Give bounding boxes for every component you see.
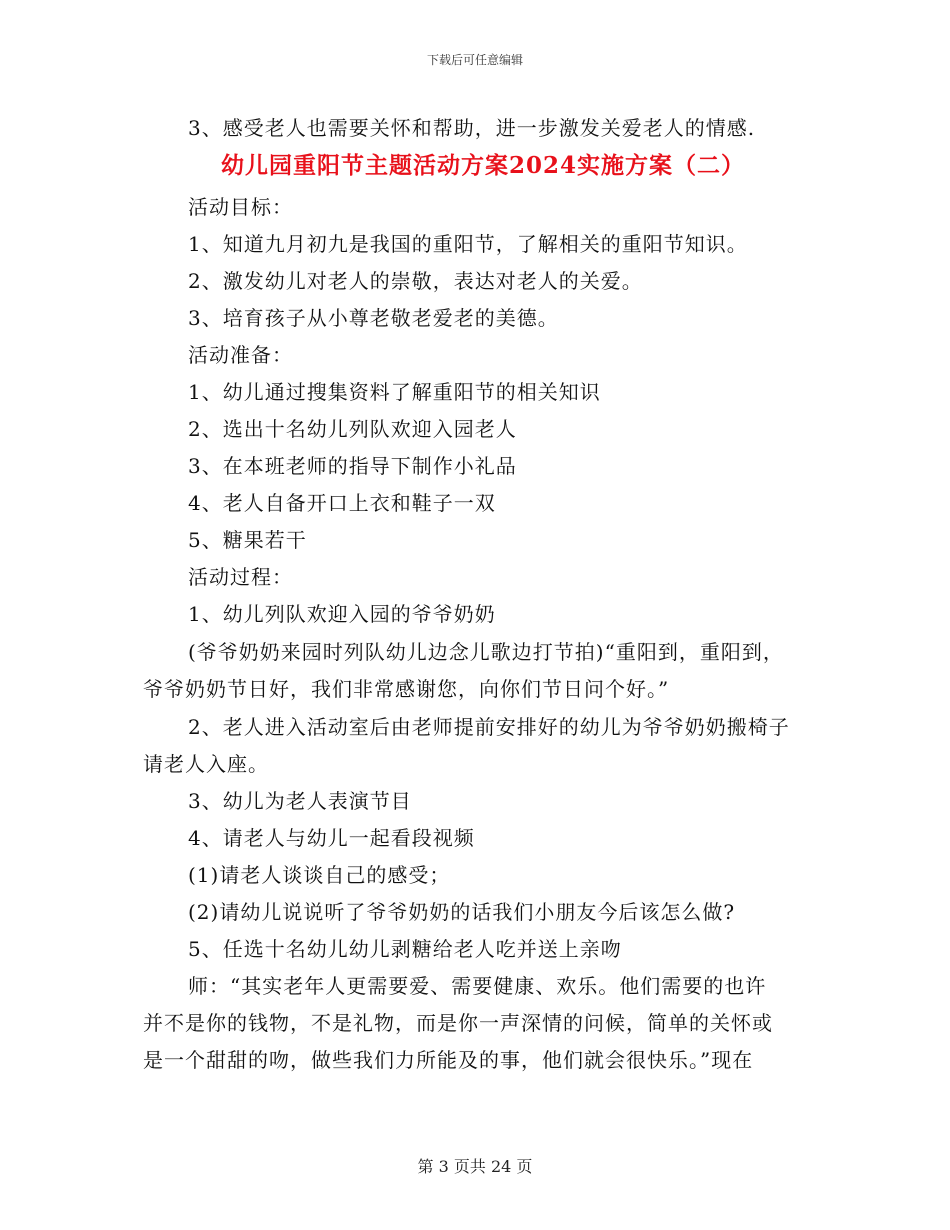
process-paragraph: (爷爷奶奶来园时列队幼儿边念儿歌边打节拍)“重阳到，重阳到，: [188, 640, 784, 664]
prep-item: 5、糖果若干: [188, 528, 307, 552]
previous-goal-item: 3、感受老人也需要关怀和帮助，进一步激发关爱老人的情感.: [188, 116, 756, 140]
process-step: 5、任选十名幼儿幼儿剥糖给老人吃并送上亲吻: [188, 937, 622, 961]
page-header: 下载后可任意编辑: [426, 53, 523, 67]
prep-item: 3、在本班老师的指导下制作小礼品: [188, 454, 517, 478]
goals-heading: 活动目标：: [188, 195, 293, 219]
goal-item: 3、培育孩子从小尊老敬老爱老的美德。: [188, 306, 559, 330]
goal-item: 2、激发幼儿对老人的崇敬，表达对老人的关爱。: [188, 269, 643, 293]
process-substep: (2)请幼儿说说听了爷爷奶奶的话我们小朋友今后该怎么做?: [188, 900, 736, 924]
goal-item: 1、知道九月初九是我国的重阳节，了解相关的重阳节知识。: [188, 232, 748, 256]
process-step: 1、幼儿列队欢迎入园的爷爷奶奶: [188, 602, 496, 626]
teacher-quote: 并不是你的钱物，不是礼物，而是你一声深情的问候，简单的关怀或: [143, 1011, 773, 1035]
process-heading: 活动过程：: [188, 565, 293, 589]
prep-item: 2、选出十名幼儿列队欢迎入园老人: [188, 417, 517, 441]
process-substep: (1)请老人谈谈自己的感受；: [188, 863, 451, 887]
process-paragraph: 请老人入座。: [143, 752, 269, 776]
prep-item: 1、幼儿通过搜集资料了解重阳节的相关知识: [188, 380, 601, 404]
page-number: 第 3 页共 24 页: [417, 1157, 533, 1176]
process-paragraph: 爷爷奶奶节日好，我们非常感谢您，向你们节日问个好。”: [143, 677, 670, 701]
prep-item: 4、老人自备开口上衣和鞋子一双: [188, 491, 496, 515]
prep-heading: 活动准备：: [188, 343, 293, 367]
process-step: 2、老人进入活动室后由老师提前安排好的幼儿为爷爷奶奶搬椅子: [188, 715, 790, 739]
teacher-quote: 师：“其实老年人更需要爱、需要健康、欢乐。他们需要的也许: [188, 974, 767, 998]
teacher-quote: 是一个甜甜的吻，做些我们力所能及的事，他们就会很快乐。”现在: [143, 1048, 754, 1072]
section-title: 幼儿园重阳节主题活动方案2024实施方案（二）: [220, 152, 745, 179]
process-step: 4、请老人与幼儿一起看段视频: [188, 826, 475, 850]
process-step: 3、幼儿为老人表演节目: [188, 789, 412, 813]
